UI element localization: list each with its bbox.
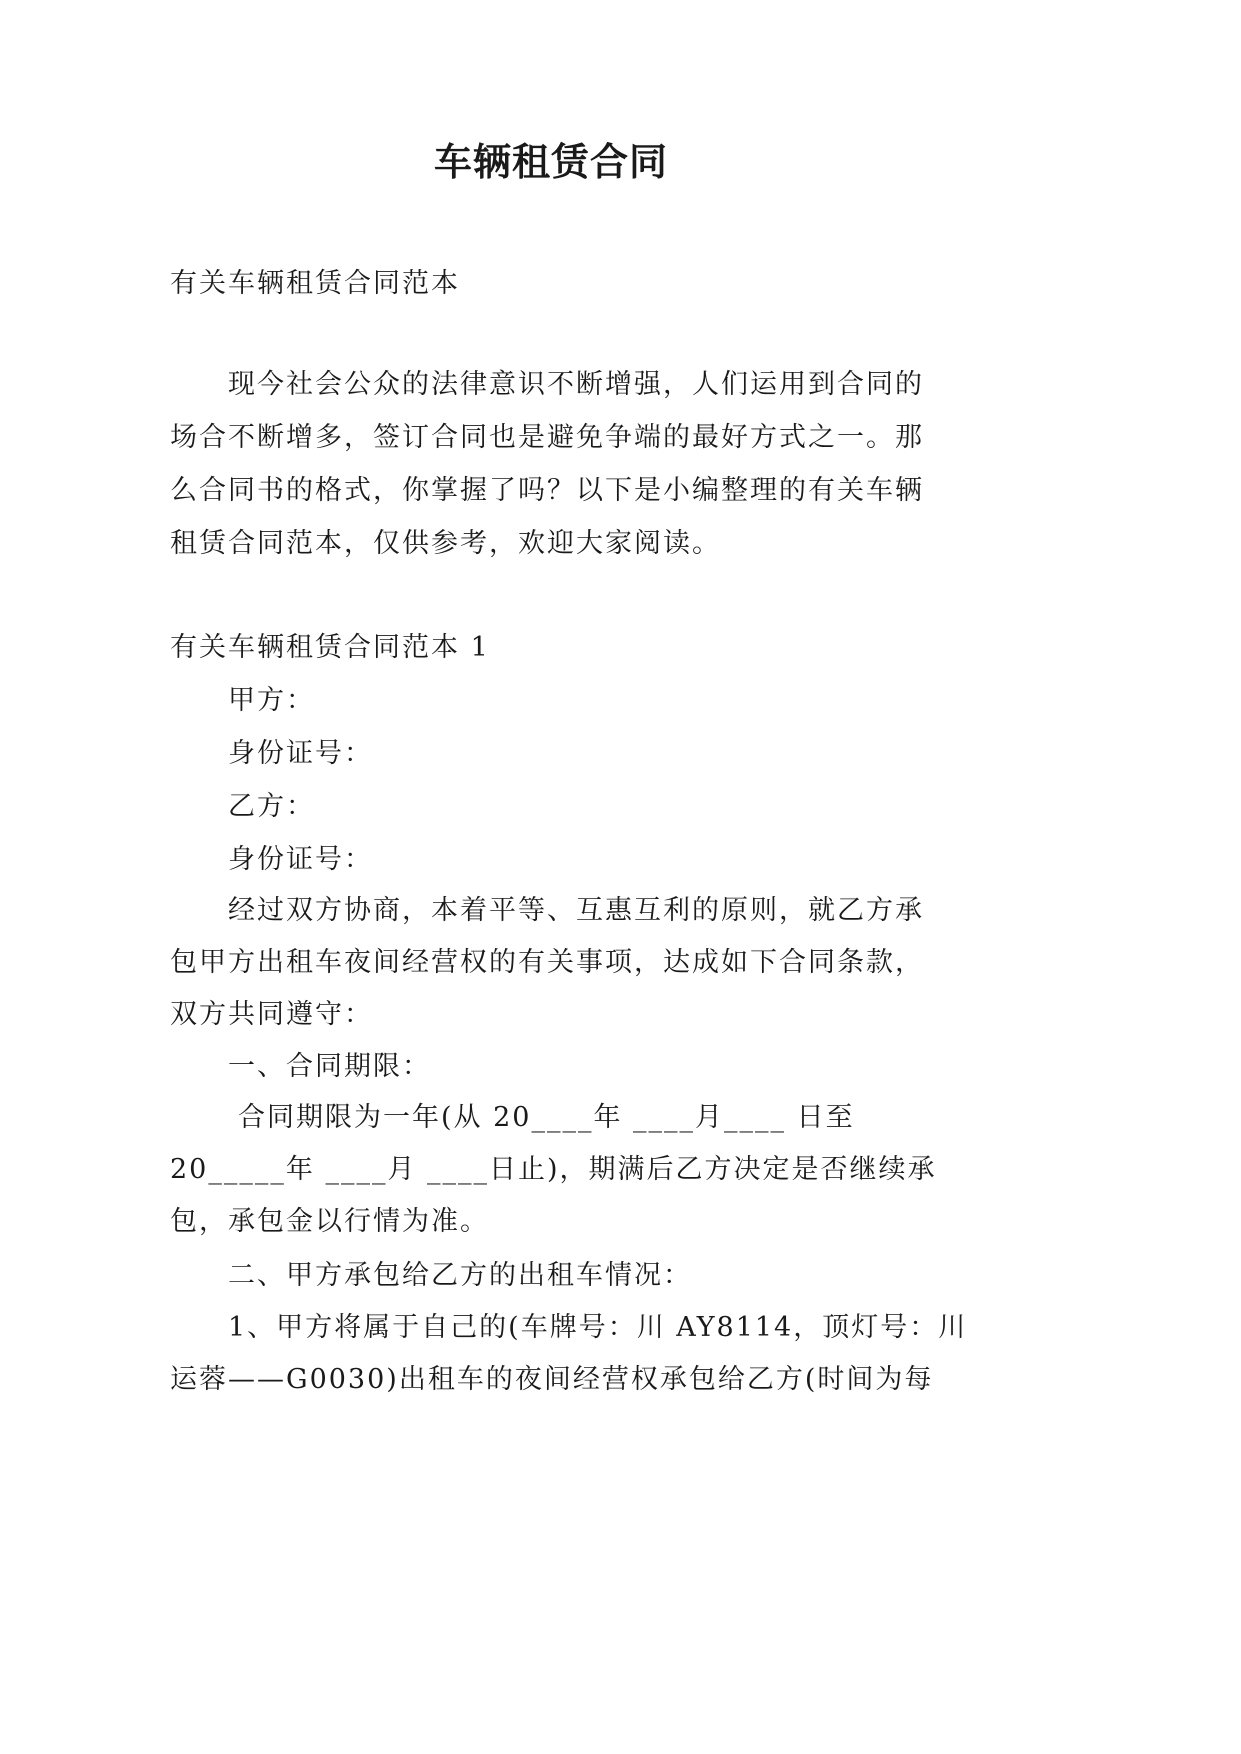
preamble-line-3: 双方共同遵守： <box>170 999 373 1030</box>
clause-1-heading: 一、合同期限： <box>228 1051 431 1082</box>
party-b-id-label: 身份证号： <box>228 844 373 875</box>
intro-line-1: 现今社会公众的法律意识不断增强，人们运用到合同的 <box>228 369 924 400</box>
preamble-line-2: 包甲方出租车夜间经营权的有关事项，达成如下合同条款， <box>170 947 924 978</box>
party-a-id-label: 身份证号： <box>228 738 373 769</box>
intro-line-2: 场合不断增多，签订合同也是避免争端的最好方式之一。那 <box>170 422 924 453</box>
clause-1-line-3: 包，承包金以行情为准。 <box>170 1206 489 1237</box>
intro-line-3: 么合同书的格式，你掌握了吗？以下是小编整理的有关车辆 <box>170 475 924 506</box>
clause-2-heading: 二、甲方承包给乙方的出租车情况： <box>228 1260 692 1291</box>
clause-2-item-1-line-1: 1、甲方将属于自己的(车牌号：川 AY8114，顶灯号：川 <box>228 1312 968 1343</box>
section-heading: 有关车辆租赁合同范本 1 <box>170 632 490 663</box>
party-a-label: 甲方： <box>228 685 315 716</box>
clause-1-line-2: 20_____年 ____月 ____日止)，期满后乙方决定是否继续承 <box>170 1154 937 1185</box>
document-title: 车辆租赁合同 <box>433 139 668 184</box>
document-subtitle: 有关车辆租赁合同范本 <box>170 268 460 299</box>
clause-1-line-1: 合同期限为一年(从 20____年 ____月____ 日至 <box>238 1102 855 1133</box>
party-b-label: 乙方： <box>228 791 315 822</box>
intro-line-4: 租赁合同范本，仅供参考，欢迎大家阅读。 <box>170 528 721 559</box>
clause-2-item-1-line-2: 运蓉——G0030)出租车的夜间经营权承包给乙方(时间为每 <box>170 1364 934 1395</box>
preamble-line-1: 经过双方协商，本着平等、互惠互利的原则，就乙方承 <box>228 895 924 926</box>
